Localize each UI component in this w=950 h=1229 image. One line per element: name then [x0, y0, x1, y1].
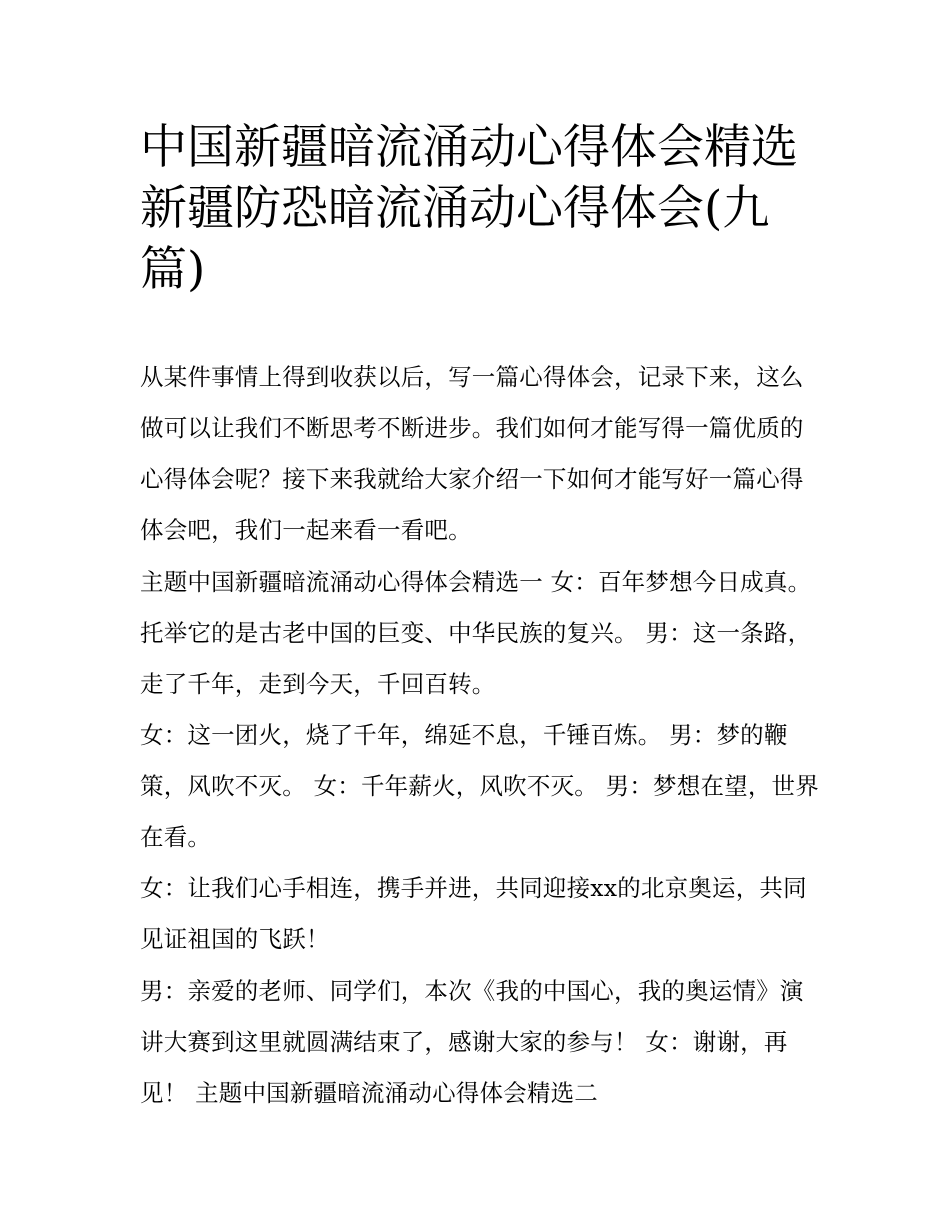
paragraph-dialogue-olympics: 女：让我们心手相连，携手并进，共同迎接xx的北京奥运，共同见证祖国的飞跃！: [140, 874, 807, 953]
paragraph-intro: 从某件事情上得到收获以后，写一篇心得体会，记录下来，这么做可以让我们不断思考不断进步。我们如何才能写得一篇优质的心得体会呢？接下来我就给大家介绍一下如何才能写好一篇心得体会吧，我们一起来看一看吧。: [140, 363, 804, 544]
document-title: 中国新疆暗流涌动心得体会精选 新疆防恐暗流涌动心得体会(九篇): [140, 120, 798, 297]
paragraph-section-one: 主题中国新疆暗流涌动心得体会精选一 女：百年梦想今日成真。托举它的是古老中国的巨变、中华民族的复兴。 男：这一条路，走了千年，走到今天，千回百转。: [140, 568, 812, 698]
paragraph-dialogue-fire: 女：这一团火，烧了千年，绵延不息，千锤百炼。 男：梦的鞭策，风吹不灭。 女：千年薪火，风吹不灭。 男：梦想在望，世界在看。: [140, 721, 819, 851]
paragraph-closing: 男：亲爱的老师、同学们，本次《我的中国心，我的奥运情》演讲大赛到这里就圆满结束了，感谢大家的参与！ 女：谢谢，再见！ 主题中国新疆暗流涌动心得体会精选二: [140, 977, 804, 1107]
